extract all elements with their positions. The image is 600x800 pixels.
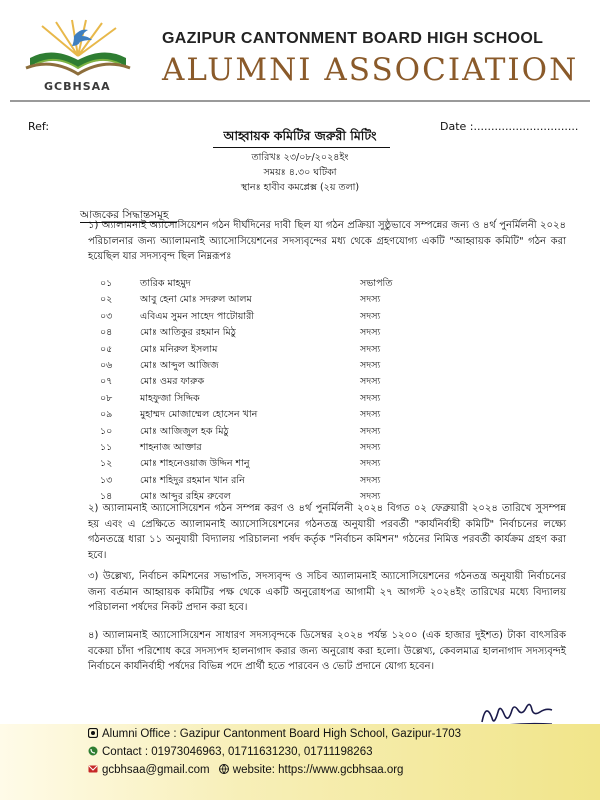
meeting-time: সময়ঃ ৪.৩০ ঘটিকা [263, 167, 337, 178]
member-role: সদস্য [360, 392, 381, 404]
logo-text: GCBHSAA [44, 80, 111, 93]
member-row [100, 310, 440, 326]
member-row [100, 277, 440, 293]
document-title: আহ্বায়ক কমিটির জরুরী মিটিং [223, 128, 377, 143]
member-name: মাহফুজা সিদ্দিক [140, 392, 200, 404]
member-name: মোঃ আজিজুল হক মিঠু [140, 425, 229, 437]
member-name: তারিক মাহমুদ [140, 278, 191, 289]
member-role: সদস্য [360, 491, 381, 503]
member-serial: ০৬ [100, 359, 113, 371]
member-name: মোঃ আব্দুল আজিজ [140, 359, 219, 371]
agenda-heading: আজকের সিদ্ধান্তসমূহ [80, 209, 169, 221]
member-serial: ০৪ [100, 327, 113, 339]
member-name: মোঃ আব্দুর রহিম রুবেল [140, 491, 231, 503]
member-row [100, 326, 440, 342]
member-role: সভাপতি [360, 278, 393, 289]
member-role: সদস্য [360, 294, 381, 306]
header-divider [10, 100, 590, 102]
association-name: ALUMNI ASSOCIATION [162, 52, 579, 88]
footer-office-text: Alumni Office : Gazipur Cantonment Board High School, Gazipur-1703 [102, 728, 462, 740]
member-serial: ০৯ [100, 409, 113, 421]
title-underline [213, 147, 390, 148]
member-serial: ০৭ [100, 376, 113, 388]
member-name: মোঃ শাহনেওয়াজ উদ্দিন শানু [140, 458, 250, 470]
member-name: মোঃ শহিদুর রহমান খান রনি [140, 474, 245, 486]
member-role: সদস্য [360, 425, 381, 437]
member-role: সদস্য [360, 458, 381, 470]
committee-member-list [100, 277, 440, 506]
member-role: সদস্য [360, 376, 381, 388]
decision-2: ২) অ্যালামনাই অ্যাসোসিয়েশন গঠন সম্পন্ন করণ ও ৪র্থ পুনর্মিলনী ২০২৪ বিগত ০২ ফেব্রুয়ারী ২০২৪ তারিখে সুসম্পন্ন হয় এবং এ প্রেক্ষিতে অ্যালামনাই অ্যাসোসিয়েশনের গঠনতন্ত্র অনুযায়ী পরবর্তী "কার্যনির্বাহী কমিটি" নির্বাচনের লক্ষ্যে গঠনতন্ত্রে ধারা ১১ অনুযায়ী বিদ্যালয় পরিচালনা পর্ষদ কর্তৃক "নির্বাচন কমিশন" গঠনের নিমিত্ত পরবর্তী কার্যক্রম গ্রহণ করা হবে। [88, 503, 566, 561]
mail-icon [88, 764, 98, 774]
date-label: Date :.............................. [440, 120, 579, 133]
phone-icon [88, 746, 98, 756]
member-row [100, 425, 440, 441]
member-role: সদস্য [360, 441, 381, 453]
member-row [100, 343, 440, 359]
open-book-dove-icon [22, 18, 134, 80]
school-name: GAZIPUR CANTONMENT BOARD HIGH SCHOOL [162, 30, 544, 47]
member-serial: ০৩ [100, 310, 113, 322]
meeting-place: স্থানঃ হাবীব কমপ্লেক্স (২য় তলা) [240, 182, 360, 193]
member-row [100, 392, 440, 408]
member-serial: ১৩ [100, 474, 113, 486]
member-name: মোঃ ওমর ফারুক [140, 376, 205, 388]
member-serial: ১২ [100, 458, 113, 470]
letterhead [0, 0, 600, 100]
member-row [100, 441, 440, 457]
member-serial: ১০ [100, 425, 113, 437]
decision-1: ১) অ্যালামনাই অ্যাসোসিয়েশন গঠন দীর্ঘদিনের দাবী ছিল যা গঠন প্রক্রিয়া সুষ্ঠুভাবে সম্পন্নের জন্য ও ৪র্থ পুনর্মিলনী ২০২৪ পরিচালনার জন্য অ্যালামনাই অ্যাসোসিয়েশনের সদস্যবৃন্দের মধ্য থেকে গ্রহণযোগ্য একটি "আহ্বায়ক কমিটি" গঠন করা হয়েছিল যার সদস্যবৃন্দ ছিল নিম্নরূপঃ [88, 220, 566, 262]
ref-label: Ref: [28, 120, 50, 133]
member-name: মুহাম্মদ মোজাম্মেল হোসেন খান [140, 409, 258, 421]
member-serial: ১৪ [100, 491, 113, 503]
member-serial: ১১ [100, 441, 113, 453]
member-serial: ০১ [100, 278, 113, 289]
footer-contact-text: Contact : 01973046963, 01711631230, 01711198263 [102, 746, 373, 758]
member-role: সদস্য [360, 409, 381, 421]
member-name: আবু হেনা মোঃ সদরুল আলম [140, 294, 252, 306]
member-row [100, 359, 440, 375]
member-row [100, 408, 440, 424]
member-name: এবিএম সুমন সাহেদ পাটোয়ারী [140, 310, 255, 322]
location-pin-icon [88, 728, 98, 738]
globe-icon [219, 764, 229, 774]
member-role: সদস্য [360, 343, 381, 355]
member-role: সদস্য [360, 359, 381, 371]
footer-contact [88, 746, 373, 758]
association-logo [22, 18, 134, 96]
member-row [100, 375, 440, 391]
member-serial: ০৮ [100, 392, 113, 404]
member-row [100, 293, 440, 309]
member-role: সদস্য [360, 327, 381, 339]
member-serial: ০৫ [100, 343, 113, 355]
member-row [100, 457, 440, 473]
member-serial: ০২ [100, 294, 113, 306]
footer-online [88, 764, 403, 776]
member-name: শাহনাজ আক্তার [140, 441, 202, 453]
member-name: মোঃ আতিকুর রহমান মিঠু [140, 327, 236, 339]
footer-office [88, 728, 461, 740]
decision-4: ৪) অ্যালামনাই অ্যাসোসিয়েশন সাধারণ সদস্যবৃন্দকে ডিসেম্বর ২০২৪ পর্যন্ত ১২০০ (এক হাজার দুইশত) টাকা বাৎসরিক বকেয়া চাঁদা পরিশোধ করে সদস্যপদ হালনাগাদ করার জন্য অনুরোধ করা হলো। উল্লেখ্য, কেবলমাত্র হালনাগাদ সদস্যবৃন্দই নির্বাচনে কার্যনির্বাহী পর্ষদের বিভিন্ন পদে প্রার্থী হতে পারবেন ও ভোট প্রদানে যোগ্য হবেন। [88, 630, 566, 672]
meeting-date: তারিখঃ ২৩/০৮/২০২৪ইং [251, 152, 349, 163]
member-name: মোঃ মনিরুল ইসলাম [140, 343, 218, 355]
footer-email[interactable]: gcbhsaa@gmail.com [102, 764, 210, 776]
footer-website[interactable]: website: https://www.gcbhsaa.org [232, 764, 404, 776]
member-role: সদস্য [360, 310, 381, 322]
decision-3: ৩) উল্লেখ্য, নির্বাচন কমিশনের সভাপতি, সদস্যবৃন্দ ও সচিব অ্যালামনাই অ্যাসোসিয়েশনের গঠনতন্ত্র অনুযায়ী নির্বাচনের জন্য বর্তমান আহ্বায়ক কমিটির পক্ষ থেকে একটি অনুরোধপত্র আগামী ২৭ আগস্ট ২০২৪ইং তারিখের মধ্যে বিদ্যালয় পরিচালনা পর্ষদের নিকট প্রদান করা হবে। [88, 571, 566, 613]
member-row [100, 474, 440, 490]
member-role: সদস্য [360, 474, 381, 486]
